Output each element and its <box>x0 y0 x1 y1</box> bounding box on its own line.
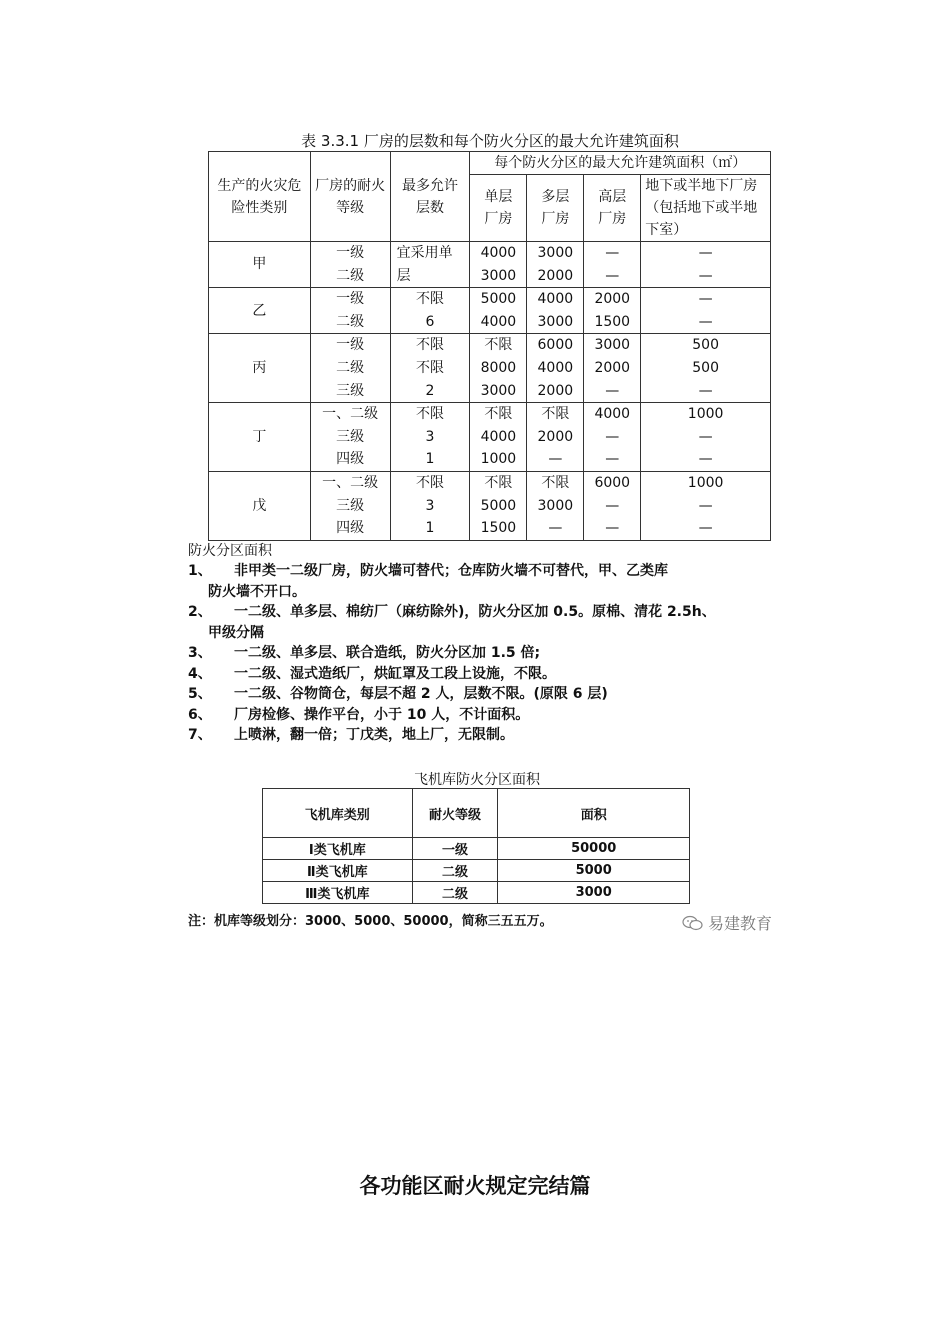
note-item <box>188 561 788 582</box>
cell-value: 不限 <box>484 337 513 354</box>
cell-value: — <box>698 313 713 330</box>
floors-cell <box>390 242 470 288</box>
note-item <box>188 664 788 685</box>
header-floors: 最多允许层数 <box>390 152 470 242</box>
closing-title: 各功能区耐火规定完结篇 <box>359 1173 591 1198</box>
grade-cell <box>310 288 390 334</box>
under-cell <box>641 242 771 288</box>
note-text: 一二级、湿式造纸厂，烘缸罩及工段上设施，不限。 <box>234 665 556 682</box>
category-cell: 丁 <box>209 403 311 472</box>
notes-section <box>188 541 788 746</box>
header-grade: 厂房的耐火等级 <box>310 152 390 242</box>
cell-value: — <box>698 428 713 445</box>
cell-value: 1000 <box>687 406 724 423</box>
cell-value: — <box>605 451 620 468</box>
cell-value: 3000 <box>537 245 574 261</box>
cell-value: 6 <box>425 313 435 330</box>
table-row <box>209 334 771 403</box>
cell-value: 四级 <box>336 451 365 468</box>
note-number: 3、 <box>188 645 212 661</box>
cell-value: 6000 <box>594 474 631 491</box>
multi-cell <box>527 403 584 472</box>
cell-value: 3 <box>425 497 435 514</box>
note-text: 一二级、单多层、联合造纸，防火分区加 1.5 倍; <box>234 645 541 661</box>
cell-value: 3000 <box>537 497 574 514</box>
under-cell <box>641 403 771 472</box>
cell-value: 不限 <box>484 474 513 491</box>
cell-value: — <box>698 267 713 284</box>
cell-value: 3000 <box>594 337 631 354</box>
hangar-fire-compartment-table <box>262 788 690 904</box>
cell-value: 4000 <box>480 428 517 445</box>
wechat-icon <box>682 915 704 931</box>
cell-value: 一、二级 <box>322 474 379 491</box>
cell-value: 四级 <box>336 520 365 537</box>
cell-value: 2000 <box>537 267 574 284</box>
table-row <box>209 288 771 334</box>
cell-value: 4000 <box>594 406 631 423</box>
cell-value: 不限 <box>416 291 445 308</box>
single-cell <box>470 403 527 472</box>
cell-value: 一、二级 <box>322 406 379 423</box>
floors-cell <box>390 334 470 403</box>
note-number: 5、 <box>188 686 212 702</box>
note-number: 2、 <box>188 604 212 620</box>
grade-cell <box>310 242 390 288</box>
cell-value: 不限 <box>416 406 445 423</box>
high-cell <box>584 288 641 334</box>
hangar-grade-cell: 二级 <box>412 860 498 882</box>
note-item <box>188 725 788 746</box>
multi-cell <box>527 288 584 334</box>
multi-cell <box>527 242 584 288</box>
watermark <box>682 911 772 934</box>
cell-value: 宜采用单 <box>396 245 453 261</box>
note-item <box>188 684 788 705</box>
table-row <box>263 838 690 860</box>
note-number: 6、 <box>188 706 212 723</box>
high-cell <box>584 334 641 403</box>
under-cell <box>641 471 771 540</box>
hangar-area-cell: 50000 <box>498 838 690 860</box>
single-cell <box>470 242 527 288</box>
hangar-grade-cell: 二级 <box>412 882 498 904</box>
cell-value: 500 <box>692 337 719 354</box>
cell-value: 1000 <box>687 474 724 491</box>
under-cell <box>641 288 771 334</box>
header-single: 单层厂房 <box>470 175 527 242</box>
grade-cell <box>310 403 390 472</box>
cell-value: 不限 <box>541 474 570 491</box>
cell-value: 2 <box>425 382 435 399</box>
notes-list <box>188 561 788 746</box>
notes-heading: 防火分区面积 <box>188 543 272 559</box>
cell-value: 二级 <box>336 267 365 284</box>
category-cell: 丙 <box>209 334 311 403</box>
header-hangar-area: 面积 <box>498 789 690 838</box>
multi-cell <box>527 334 584 403</box>
note-continuation: 防火墙不开口。 <box>208 583 306 600</box>
table-row <box>263 860 690 882</box>
floors-cell <box>390 288 470 334</box>
cell-value: 4000 <box>480 245 517 261</box>
cell-value: 二级 <box>336 359 365 376</box>
note-number: 1、 <box>188 563 212 579</box>
cell-value: 不限 <box>484 406 513 423</box>
cell-value: 二级 <box>336 313 365 330</box>
header-multi: 多层厂房 <box>527 175 584 242</box>
header-hazard: 生产的火灾危险性类别 <box>209 152 311 242</box>
header-area-group: 每个防火分区的最大允许建筑面积（㎡） <box>470 152 771 175</box>
table1-title: 表 3.3.1 厂房的层数和每个防火分区的最大允许建筑面积 <box>301 132 679 150</box>
cell-value: — <box>548 451 563 468</box>
factory-fire-compartment-table <box>208 151 771 541</box>
note-number: 4、 <box>188 665 212 682</box>
footnote: 注：机库等级划分：3000、5000、50000，简称三五五万。 <box>188 914 553 929</box>
cell-value: 3 <box>425 428 435 445</box>
hangar-grade-cell: 一级 <box>412 838 498 860</box>
cell-value: — <box>605 428 620 445</box>
table2-title: 飞机库防火分区面积 <box>414 772 540 788</box>
cell-value: — <box>698 497 713 514</box>
table-row <box>263 882 690 904</box>
cell-value: 2000 <box>594 359 631 376</box>
note-text: 上喷淋，翻一倍；丁戊类，地上厂，无限制。 <box>234 727 514 743</box>
cell-value: 4000 <box>480 313 517 330</box>
watermark-text: 易建教育 <box>708 914 773 933</box>
cell-value: 3000 <box>480 382 517 399</box>
cell-value: — <box>605 520 620 537</box>
cell-value: 三级 <box>336 497 365 514</box>
multi-cell <box>527 471 584 540</box>
cell-value: — <box>605 497 620 514</box>
cell-value: 不限 <box>541 406 570 423</box>
cell-value: 3000 <box>480 267 517 284</box>
single-cell <box>470 288 527 334</box>
table-row <box>209 471 771 540</box>
cell-value: 1500 <box>480 520 517 537</box>
hangar-type-cell: Ⅰ类飞机库 <box>263 838 413 860</box>
cell-value: 8000 <box>480 359 517 376</box>
cell-value: 一级 <box>336 291 365 308</box>
category-cell: 甲 <box>209 242 311 288</box>
single-cell <box>470 471 527 540</box>
cell-value: — <box>698 291 713 308</box>
cell-value: 三级 <box>336 428 365 445</box>
cell-value: 三级 <box>336 382 365 399</box>
note-item <box>188 705 788 726</box>
hangar-type-cell: Ⅲ类飞机库 <box>263 882 413 904</box>
note-continuation: 甲级分隔 <box>208 624 264 641</box>
cell-value: 1000 <box>480 451 517 468</box>
high-cell <box>584 403 641 472</box>
note-item <box>188 602 788 623</box>
cell-value: 1 <box>425 520 435 537</box>
cell-value: 4000 <box>537 291 574 308</box>
header-hangar-grade: 耐火等级 <box>412 789 498 838</box>
cell-value: 不限 <box>416 337 445 354</box>
cell-value: 5000 <box>480 291 517 308</box>
cell-value: 5000 <box>480 497 517 514</box>
floors-cell <box>390 471 470 540</box>
cell-value: — <box>548 520 563 537</box>
cell-value: 6000 <box>537 337 574 354</box>
cell-value: — <box>698 520 713 537</box>
cell-value: 2000 <box>594 291 631 308</box>
cell-value: 不限 <box>416 359 445 376</box>
cell-value: 3000 <box>537 313 574 330</box>
table-row <box>209 403 771 472</box>
hangar-area-cell: 3000 <box>498 882 690 904</box>
cell-value: — <box>605 382 620 399</box>
cell-value: — <box>605 245 620 261</box>
note-item <box>188 643 788 664</box>
cell-value: 一级 <box>336 245 365 261</box>
header-hangar-type: 飞机库类别 <box>263 789 413 838</box>
note-text: 一二级、单多层、棉纺厂（麻纺除外)，防火分区加 0.5。原棉、清花 2.5h、 <box>234 604 716 620</box>
hangar-type-cell: Ⅱ类飞机库 <box>263 860 413 882</box>
grade-cell <box>310 334 390 403</box>
cell-value: 4000 <box>537 359 574 376</box>
cell-value: — <box>698 382 713 399</box>
note-text: 厂房检修、操作平台，小于 10 人，不计面积。 <box>234 706 530 723</box>
cell-value: 2000 <box>537 428 574 445</box>
note-text: 非甲类一二级厂房，防火墙可替代；仓库防火墙不可替代，甲、乙类库 <box>234 563 668 579</box>
note-number: 7、 <box>188 727 212 743</box>
cell-value: 1500 <box>594 313 631 330</box>
high-cell <box>584 242 641 288</box>
floors-cell <box>390 403 470 472</box>
high-cell <box>584 471 641 540</box>
header-high: 高层厂房 <box>584 175 641 242</box>
grade-cell <box>310 471 390 540</box>
note-text: 一二级、谷物筒仓，每层不超 2 人，层数不限。(原限 6 层) <box>234 686 608 702</box>
cell-value: 一级 <box>336 337 365 354</box>
category-cell: 乙 <box>209 288 311 334</box>
cell-value: — <box>605 267 620 284</box>
cell-value: 1 <box>425 451 435 468</box>
cell-value: 2000 <box>537 382 574 399</box>
cell-value: 不限 <box>416 474 445 491</box>
under-cell <box>641 334 771 403</box>
single-cell <box>470 334 527 403</box>
header-underground: 地下或半地下厂房（包括地下或半地下室） <box>641 175 771 242</box>
cell-value: — <box>698 451 713 468</box>
cell-value: 500 <box>692 359 719 376</box>
hangar-area-cell: 5000 <box>498 860 690 882</box>
cell-value: — <box>698 245 713 261</box>
category-cell: 戊 <box>209 471 311 540</box>
cell-value: 层 <box>396 267 411 284</box>
table-row <box>209 242 771 288</box>
